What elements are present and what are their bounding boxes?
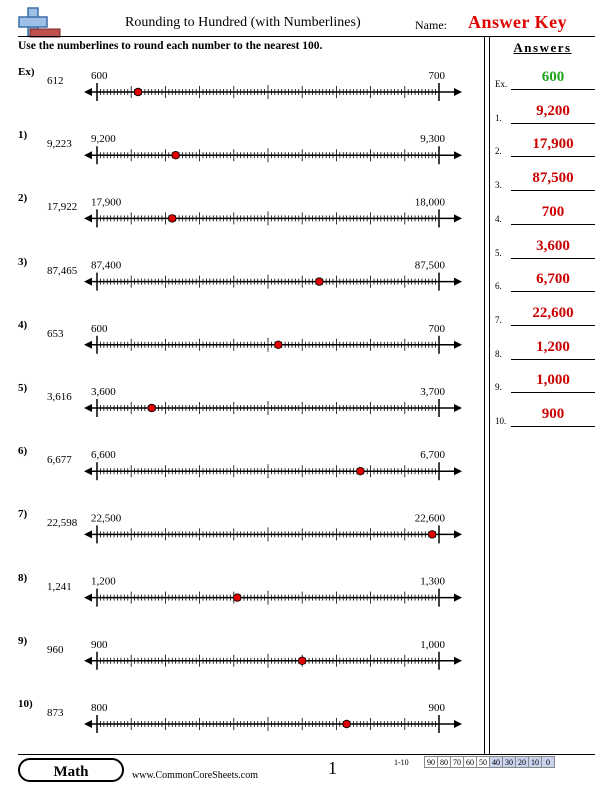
value-dot bbox=[343, 720, 351, 728]
score-cell: 40 bbox=[490, 757, 503, 768]
problem-label: Ex) bbox=[18, 66, 35, 78]
numberline-left-label: 6,600 bbox=[91, 449, 116, 462]
problem-label: 1) bbox=[18, 129, 28, 142]
score-cell: 60 bbox=[464, 757, 477, 768]
numberline-right-label: 700 bbox=[428, 70, 445, 82]
answer-value: 9,200 bbox=[536, 102, 570, 119]
numberline-right-label: 1,300 bbox=[420, 575, 445, 588]
answer-value: 600 bbox=[541, 69, 565, 85]
problem-number: 873 bbox=[47, 707, 64, 719]
numberline-right-label: 9,300 bbox=[420, 133, 445, 146]
problem-number: 9,223 bbox=[47, 138, 72, 151]
numberline-left-label: 900 bbox=[91, 638, 108, 651]
problem-number: 3,616 bbox=[47, 391, 72, 403]
score-cell: 80 bbox=[438, 757, 451, 768]
answer-label: 8. bbox=[495, 348, 502, 359]
problem-number: 17,922 bbox=[47, 201, 78, 214]
score-cell: 20 bbox=[516, 757, 529, 768]
answer-value: 1,200 bbox=[536, 338, 570, 355]
answer-label: 5. bbox=[495, 247, 502, 258]
answer-label: Ex. bbox=[495, 79, 508, 89]
numberline-right-label: 700 bbox=[428, 322, 445, 335]
answer-label: 3. bbox=[495, 180, 502, 191]
answer-value: 900 bbox=[541, 406, 565, 422]
numberline-right-label: 3,700 bbox=[420, 386, 445, 398]
numberline-left-label: 1,200 bbox=[91, 575, 116, 588]
numberline-right-label: 18,000 bbox=[414, 196, 445, 209]
problem-label: 3) bbox=[18, 255, 28, 268]
numberline-right-label: 6,700 bbox=[420, 449, 445, 462]
problem-label: 7) bbox=[18, 508, 28, 521]
numberline-left-label: 600 bbox=[91, 322, 108, 335]
problem-number: 960 bbox=[47, 643, 64, 656]
score-cell: 50 bbox=[477, 757, 490, 768]
page-number: 1 bbox=[328, 758, 337, 778]
problem-label: 10) bbox=[18, 698, 33, 710]
answer-value: 1,000 bbox=[536, 372, 570, 389]
problem-number: 22,598 bbox=[47, 517, 78, 530]
problem-label: 6) bbox=[18, 445, 28, 458]
problem-label: 4) bbox=[18, 318, 28, 331]
problem-number: 87,465 bbox=[47, 264, 78, 277]
numberline-left-label: 9,200 bbox=[91, 133, 116, 146]
page-title: Rounding to Hundred (with Numberlines) bbox=[125, 15, 361, 30]
answer-label: 7. bbox=[495, 314, 502, 325]
arrow-right-icon bbox=[454, 720, 462, 728]
answer-value: 17,900 bbox=[532, 136, 574, 153]
numberline-left-label: 800 bbox=[91, 702, 108, 714]
problem-number: 1,241 bbox=[47, 580, 72, 593]
answer-label: 4. bbox=[495, 213, 502, 224]
answer-label: 1. bbox=[495, 112, 502, 123]
answers-heading: Answers bbox=[513, 40, 572, 55]
numberline-left-label: 87,400 bbox=[91, 259, 122, 272]
problem-label: 5) bbox=[18, 382, 28, 394]
answer-value: 3,600 bbox=[536, 237, 570, 254]
score-range-label: 1-10 bbox=[394, 758, 409, 767]
problem-label: 9) bbox=[18, 634, 28, 647]
numberline-left-label: 17,900 bbox=[91, 196, 122, 209]
problem-label: 8) bbox=[18, 571, 28, 584]
answer-value: 700 bbox=[541, 203, 565, 220]
answer-label: 2. bbox=[495, 146, 502, 157]
problem-number: 653 bbox=[47, 327, 64, 340]
answer-value: 87,500 bbox=[532, 170, 574, 187]
answer-label: 6. bbox=[495, 281, 502, 292]
score-cell: 10 bbox=[529, 757, 542, 768]
numberline-right-label: 900 bbox=[428, 702, 445, 714]
answer-key-heading: Answer Key bbox=[468, 12, 568, 32]
problem-label: 2) bbox=[18, 192, 28, 205]
answer-label: 10. bbox=[495, 416, 507, 426]
problem-number: 612 bbox=[47, 75, 64, 87]
score-cell: 0 bbox=[542, 757, 555, 768]
numberline-right-label: 22,600 bbox=[414, 512, 445, 525]
score-cell: 70 bbox=[451, 757, 464, 768]
arrow-left-icon bbox=[84, 720, 92, 728]
instructions: Use the numberlines to round each number to the nearest 100. bbox=[18, 40, 323, 52]
answer-value: 6,700 bbox=[536, 271, 570, 288]
numberline-left-label: 22,500 bbox=[91, 512, 122, 525]
numberline-left-label: 3,600 bbox=[91, 386, 116, 398]
numberline-right-label: 1,000 bbox=[420, 638, 445, 651]
site-url: www.CommonCoreSheets.com bbox=[132, 770, 259, 781]
numberline-right-label: 87,500 bbox=[414, 259, 445, 272]
problem-number: 6,677 bbox=[47, 454, 72, 467]
subject-badge: Math bbox=[18, 758, 124, 782]
score-cell: 30 bbox=[503, 757, 516, 768]
numberline-left-label: 600 bbox=[91, 70, 108, 82]
answer-value: 22,600 bbox=[532, 304, 574, 321]
name-label: Name: bbox=[415, 18, 447, 32]
answer-label: 9. bbox=[495, 382, 502, 393]
score-cell: 90 bbox=[425, 757, 438, 768]
